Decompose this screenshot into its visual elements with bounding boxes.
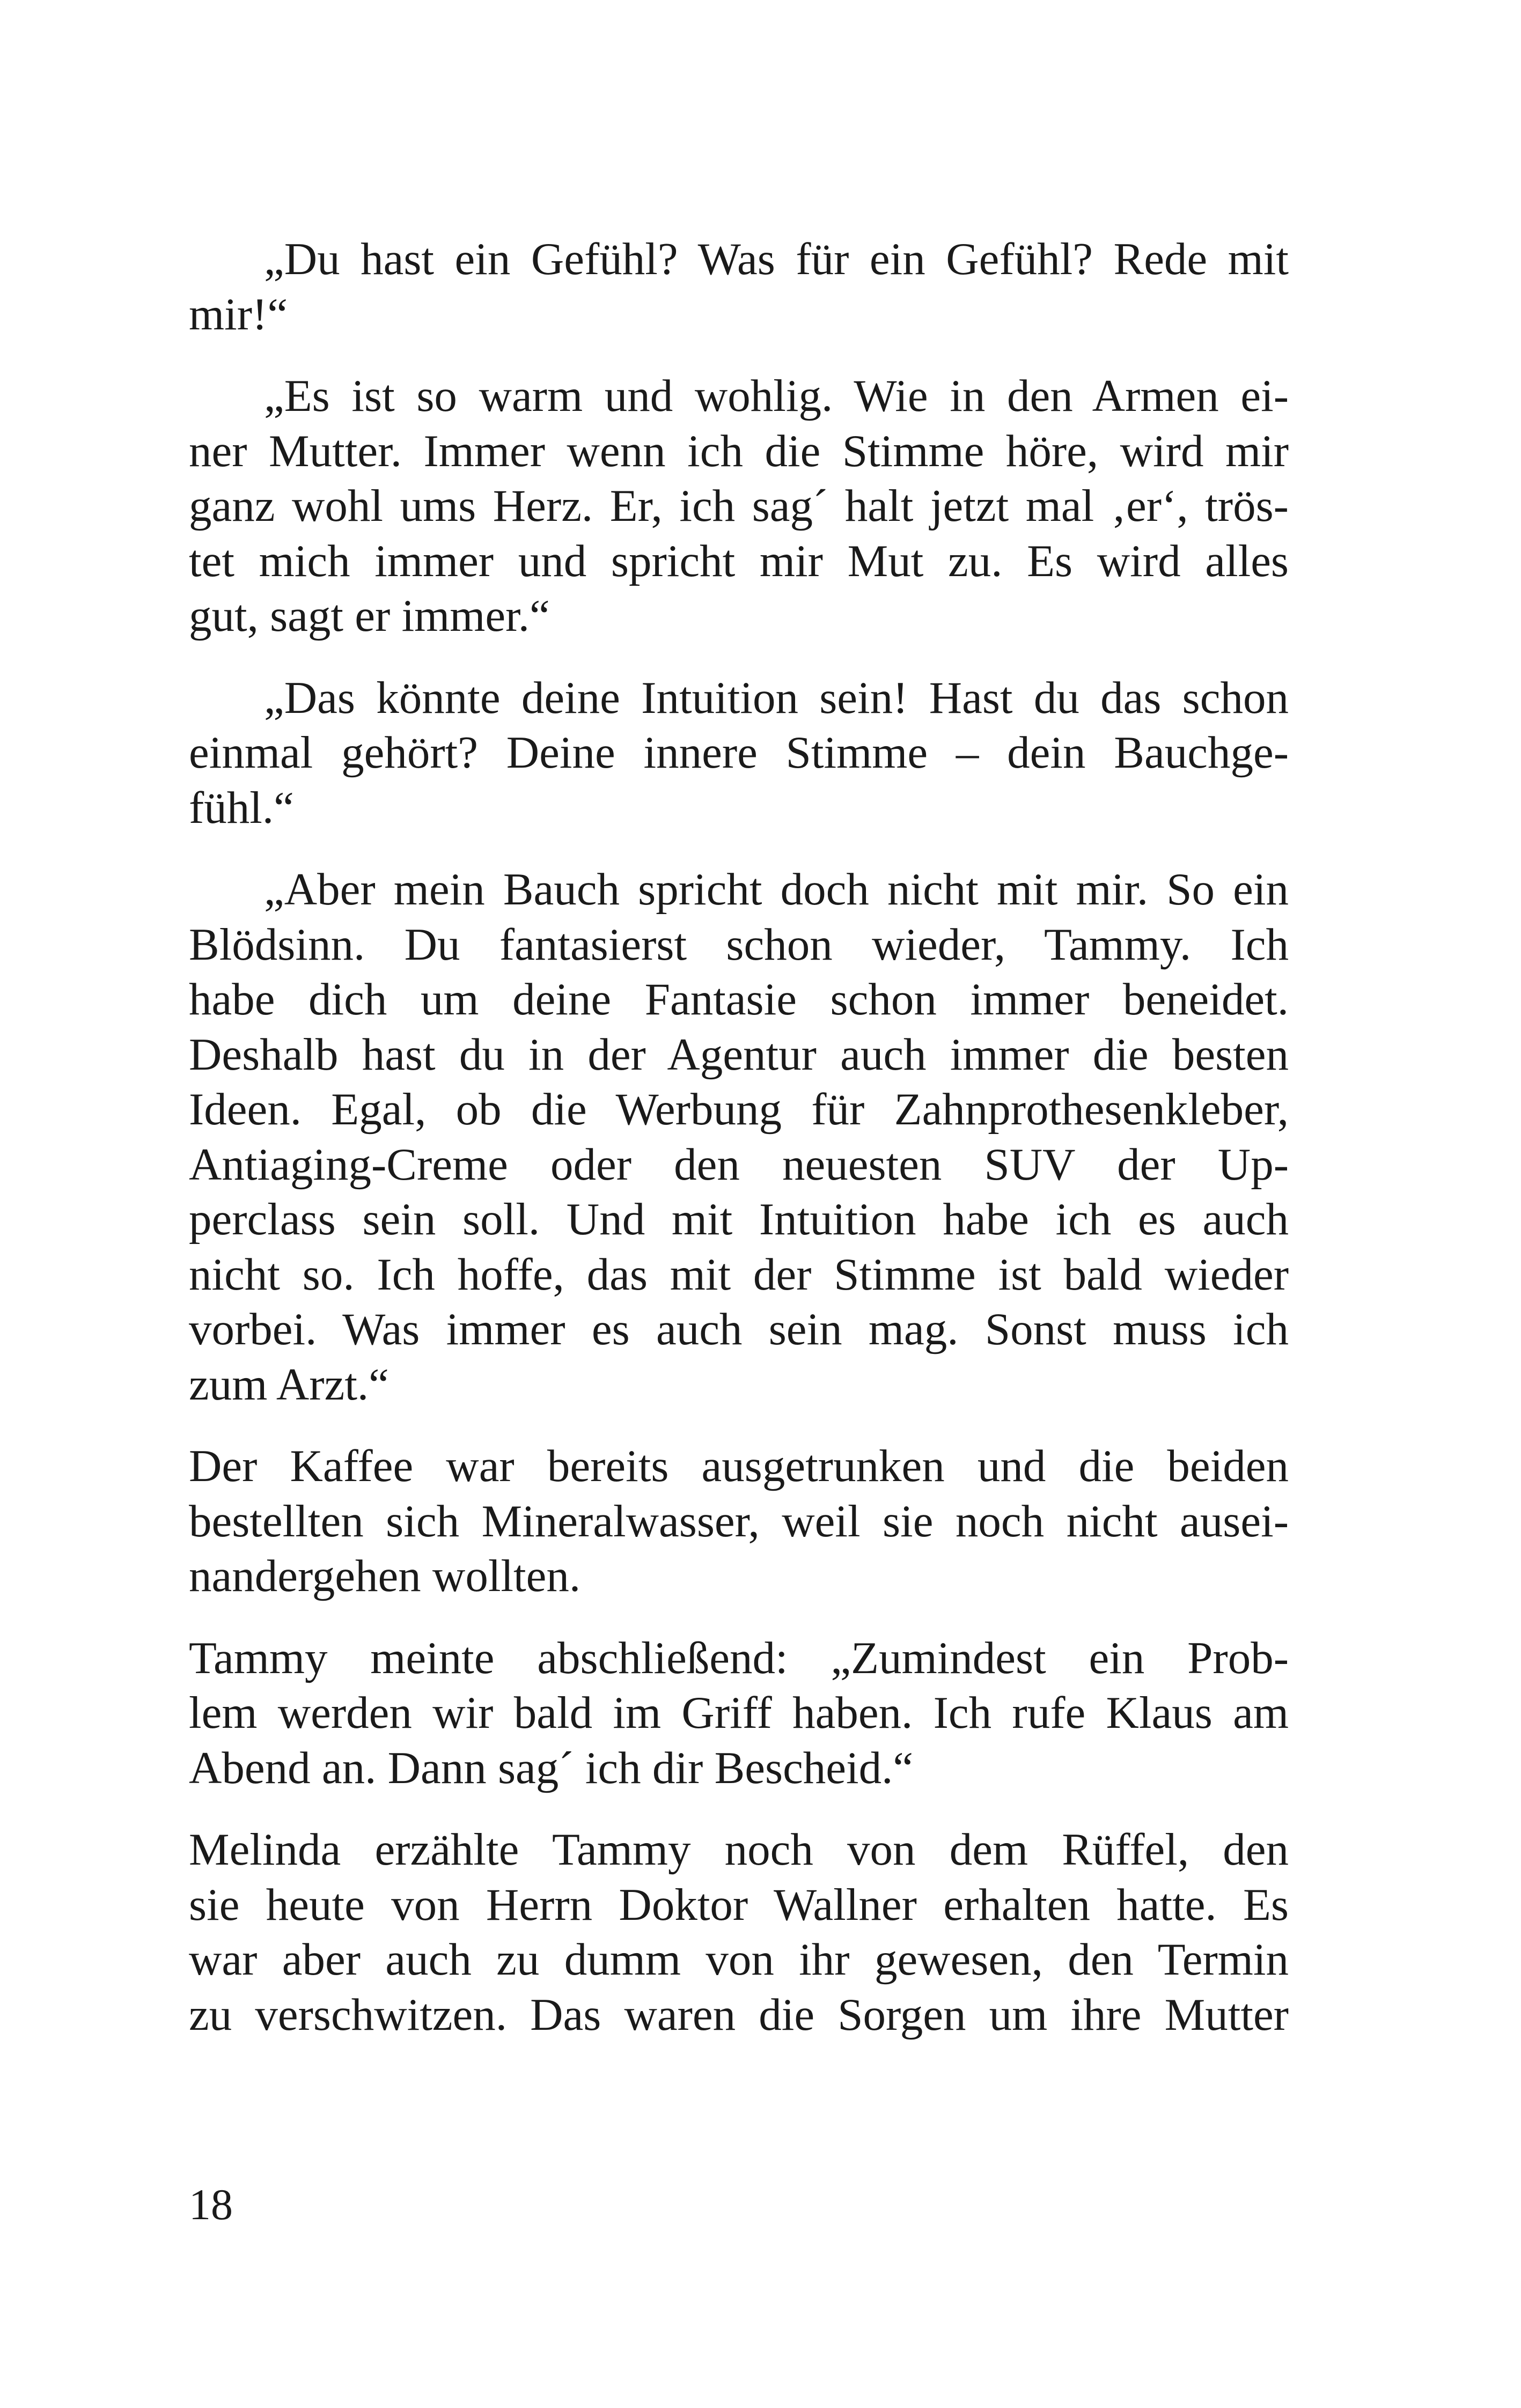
text-line: Blödsinn. Du fantasierst schon wieder, Tammy. Ich <box>189 919 1289 970</box>
text-line: zum Arzt.“ <box>189 1359 389 1410</box>
text-line: habe dich um deine Fantasie schon immer beneidet. <box>189 974 1289 1025</box>
text-line: Der Kaffee war bereits ausgetrunken und die beiden <box>189 1441 1289 1491</box>
paragraph-6 <box>189 1631 1289 1796</box>
paragraph-3 <box>189 671 1289 836</box>
page-number: 18 <box>189 2180 233 2229</box>
text-line: „Aber mein Bauch spricht doch nicht mit mir. So ein <box>264 864 1289 915</box>
paragraph-2 <box>189 369 1289 644</box>
text-line: sie heute von Herrn Doktor Wallner erhalten hatte. Es <box>189 1879 1289 1930</box>
text-line: bestellten sich Mineralwasser, weil sie noch nicht ausei- <box>189 1496 1289 1547</box>
paragraph-1 <box>189 232 1289 342</box>
text-line: ganz wohl ums Herz. Er, ich sag´ halt jetzt mal ‚er‘, trös- <box>189 481 1289 531</box>
paragraph-7 <box>189 1822 1289 2042</box>
text-line: nandergehen wollten. <box>189 1551 581 1601</box>
text-line: perclass sein soll. Und mit Intuition habe ich es auch <box>189 1194 1289 1244</box>
text-line: Melinda erzählte Tammy noch von dem Rüffel, den <box>189 1824 1289 1875</box>
text-line: Deshalb hast du in der Agentur auch immer die besten <box>189 1029 1289 1080</box>
text-line: einmal gehört? Deine innere Stimme – dein Bauchge- <box>189 727 1289 778</box>
text-line: nicht so. Ich hoffe, das mit der Stimme ist bald wieder <box>189 1249 1289 1300</box>
text-line: „Das könnte deine Intuition sein! Hast du das schon <box>264 672 1289 723</box>
text-line: Antiaging-Creme oder den neuesten SUV der Up- <box>189 1139 1289 1190</box>
text-line: mir!“ <box>189 289 288 340</box>
text-line: vorbei. Was immer es auch sein mag. Sonst muss ich <box>189 1304 1289 1354</box>
body-text <box>189 232 1289 2069</box>
text-line: fühl.“ <box>189 782 294 833</box>
paragraph-5 <box>189 1439 1289 1604</box>
text-line: „Es ist so warm und wohlig. Wie in den Armen ei- <box>264 371 1289 421</box>
text-line: lem werden wir bald im Griff haben. Ich rufe Klaus am <box>189 1688 1289 1738</box>
text-line: ner Mutter. Immer wenn ich die Stimme höre, wird mir <box>189 425 1289 476</box>
text-line: tet mich immer und spricht mir Mut zu. Es wird alles <box>189 535 1289 586</box>
text-line: Ideen. Egal, ob die Werbung für Zahnprothesenkleber, <box>189 1084 1289 1135</box>
paragraph-4 <box>189 862 1289 1412</box>
text-line: zu verschwitzen. Das waren die Sorgen um ihre Mutter <box>189 1989 1289 2040</box>
text-line: „Du hast ein Gefühl? Was für ein Gefühl? Rede mit <box>264 234 1289 284</box>
text-line: gut, sagt er immer.“ <box>189 591 550 641</box>
text-line: Abend an. Dann sag´ ich dir Bescheid.“ <box>189 1742 914 1793</box>
text-line: Tammy meinte abschließend: „Zumindest ein Prob- <box>189 1632 1289 1683</box>
text-line: war aber auch zu dumm von ihr gewesen, den Termin <box>189 1934 1289 1985</box>
